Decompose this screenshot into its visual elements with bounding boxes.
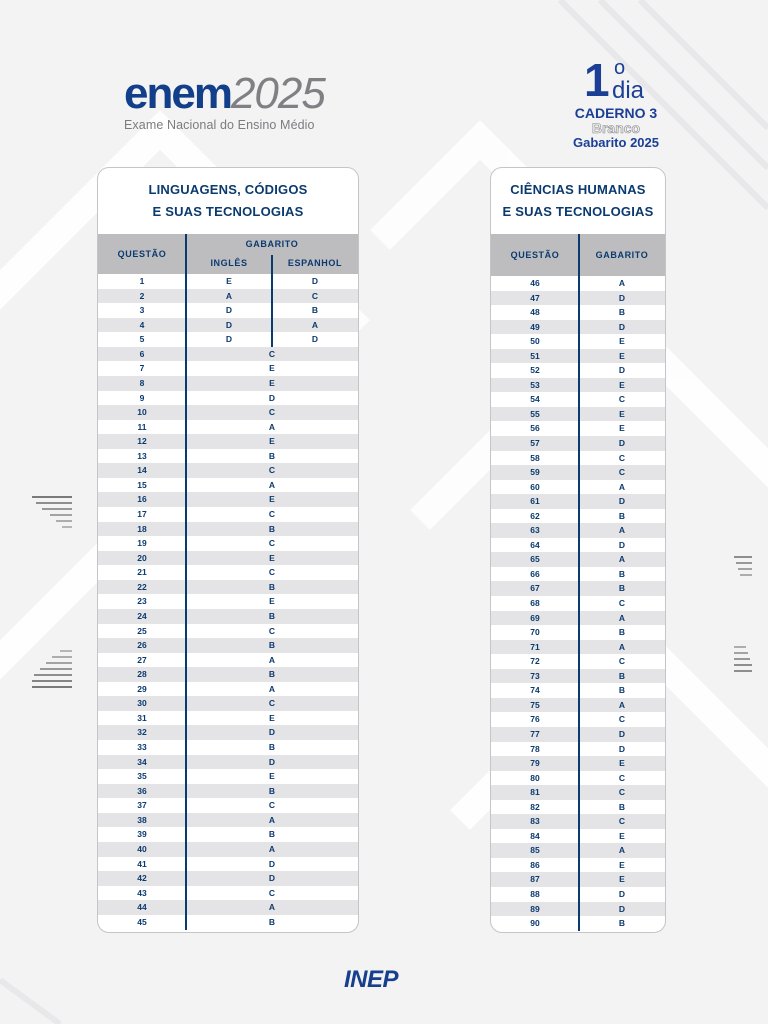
answer: C — [268, 800, 276, 811]
column-divider — [185, 274, 187, 930]
question-number: 6 — [139, 348, 145, 359]
header-divider — [578, 234, 580, 276]
answer-espanhol: D — [311, 334, 319, 345]
table-row — [98, 551, 358, 566]
answer: C — [618, 467, 626, 478]
table-row — [98, 303, 358, 318]
question-number: 49 — [530, 321, 540, 332]
question-number: 42 — [137, 873, 147, 884]
answer: D — [618, 728, 626, 739]
question-number: 66 — [530, 568, 540, 579]
table-row — [98, 813, 358, 828]
table-row — [98, 565, 358, 580]
table-row — [98, 638, 358, 653]
table-row — [98, 478, 358, 493]
answer: A — [618, 554, 626, 565]
answer: A — [268, 814, 276, 825]
question-number: 2 — [139, 290, 145, 301]
question-number: 50 — [530, 336, 540, 347]
question-number: 82 — [530, 801, 540, 812]
answer-ingles: A — [225, 290, 233, 301]
table-row — [98, 871, 358, 886]
answer: E — [269, 363, 275, 374]
answer-key-humanas — [490, 167, 666, 933]
answer: C — [268, 538, 276, 549]
column-header-espanhol: ESPANHOL — [287, 258, 343, 268]
question-number: 57 — [530, 438, 540, 449]
caderno-label: CADERNO 3 — [574, 105, 658, 121]
question-number: 73 — [530, 670, 540, 681]
answer-ingles: D — [225, 305, 233, 316]
question-number: 19 — [137, 538, 147, 549]
answer: C — [268, 698, 276, 709]
table-row — [98, 463, 358, 478]
question-number: 35 — [137, 771, 147, 782]
table-row — [98, 857, 358, 872]
question-number: 18 — [137, 523, 147, 534]
answer: D — [618, 438, 626, 449]
table-row — [98, 827, 358, 842]
answer: E — [619, 758, 625, 769]
answer: D — [268, 727, 276, 738]
question-number: 34 — [137, 756, 147, 767]
answer: D — [618, 743, 626, 754]
day-number: 1 — [584, 54, 610, 106]
table-row — [98, 769, 358, 784]
question-number: 4 — [139, 319, 145, 330]
question-number: 43 — [137, 887, 147, 898]
question-number: 23 — [137, 596, 147, 607]
panel-title-line1: CIÊNCIAS HUMANAS — [510, 182, 646, 197]
answer: C — [618, 598, 626, 609]
answer: C — [618, 787, 626, 798]
table-row — [98, 609, 358, 624]
answer: B — [618, 627, 626, 638]
answer: A — [268, 902, 276, 913]
question-number: 14 — [137, 465, 147, 476]
question-number: 33 — [137, 742, 147, 752]
answer: D — [618, 888, 626, 899]
answer: D — [268, 756, 276, 767]
table-row — [98, 274, 358, 289]
question-number: 75 — [530, 699, 540, 710]
answer: E — [269, 771, 275, 782]
answer: C — [268, 407, 276, 418]
answer: A — [618, 525, 626, 536]
question-number: 83 — [530, 816, 540, 827]
question-number: 65 — [530, 554, 540, 565]
question-number: 79 — [530, 758, 540, 769]
question-number: 68 — [530, 598, 540, 609]
question-number: 85 — [530, 845, 540, 856]
answer: E — [269, 712, 275, 723]
answer: C — [268, 567, 276, 578]
question-number: 64 — [530, 539, 540, 550]
table-row — [98, 361, 358, 376]
answer: B — [268, 610, 276, 621]
question-number: 51 — [530, 350, 540, 361]
answer: A — [618, 278, 626, 288]
question-number: 37 — [137, 800, 147, 811]
question-number: 11 — [137, 421, 147, 432]
answer: E — [619, 379, 625, 390]
question-number: 12 — [137, 436, 147, 447]
answer: A — [618, 699, 626, 710]
answer: B — [268, 640, 276, 651]
question-number: 15 — [137, 479, 147, 490]
table-row — [98, 900, 358, 915]
header-divider — [185, 234, 187, 274]
answer: B — [618, 670, 626, 681]
answer: C — [268, 348, 276, 359]
answer: B — [618, 685, 626, 696]
answer: B — [268, 450, 276, 461]
question-number: 25 — [137, 625, 147, 636]
question-number: 71 — [530, 641, 540, 652]
table-row — [98, 682, 358, 697]
column-header-ingles: INGLÊS — [210, 258, 248, 268]
answer: E — [269, 494, 275, 505]
answer: C — [618, 656, 626, 667]
enem-logo — [124, 69, 325, 132]
question-number: 56 — [530, 423, 540, 434]
question-number: 60 — [530, 481, 540, 492]
column-header-questao: QUESTÃO — [117, 249, 167, 259]
question-number: 47 — [530, 292, 540, 303]
question-number: 58 — [530, 452, 540, 463]
logo-wordmark — [124, 69, 325, 118]
gabarito-year: Gabarito 2025 — [573, 135, 659, 150]
question-number: 17 — [137, 509, 147, 519]
logo-year: 2025 — [230, 69, 325, 118]
table-row — [98, 711, 358, 726]
table-row — [98, 289, 358, 304]
question-number: 80 — [530, 772, 540, 783]
table-row — [98, 434, 358, 449]
answer: E — [619, 350, 625, 361]
answer-ingles: E — [226, 276, 232, 286]
table-row — [98, 405, 358, 420]
answer: D — [618, 903, 626, 914]
table-row — [98, 507, 358, 522]
table-row — [98, 332, 358, 347]
question-number: 40 — [137, 843, 147, 854]
answer: B — [618, 307, 626, 318]
answer: A — [618, 641, 626, 652]
answer: A — [268, 683, 276, 694]
question-number: 30 — [137, 698, 147, 709]
table-row — [98, 318, 358, 333]
table-row — [98, 886, 358, 901]
answer-ingles: D — [225, 319, 233, 330]
answer: E — [269, 596, 275, 607]
question-number: 61 — [530, 496, 540, 507]
answer-rows — [98, 274, 358, 929]
answer: A — [268, 654, 276, 665]
question-number: 84 — [530, 830, 540, 841]
caderno-color: Branco — [591, 120, 641, 136]
question-number: 41 — [137, 858, 147, 869]
inep-logo-text: INEP — [344, 968, 399, 990]
panel-title-line1: LINGUAGENS, CÓDIGOS — [148, 182, 308, 197]
answer: D — [618, 292, 626, 303]
answer: A — [618, 612, 626, 623]
answer: D — [618, 539, 626, 550]
answer: C — [268, 887, 276, 898]
answer: B — [268, 785, 276, 796]
question-number: 10 — [137, 407, 147, 418]
question-number: 46 — [530, 278, 540, 288]
answer: B — [268, 523, 276, 534]
inep-logo — [344, 968, 424, 995]
answer: C — [618, 816, 626, 827]
logo-enem: enem — [124, 69, 231, 118]
answer: A — [268, 843, 276, 854]
question-number: 22 — [137, 581, 147, 592]
table-row — [98, 915, 358, 930]
question-number: 39 — [137, 829, 147, 840]
table-row — [98, 347, 358, 362]
answer: B — [618, 918, 626, 929]
table-row — [98, 492, 358, 507]
logo-subtitle: Exame Nacional do Ensino Médio — [124, 118, 315, 132]
table-row — [98, 725, 358, 740]
panel-title — [98, 168, 358, 234]
answer-espanhol: D — [311, 276, 319, 286]
question-number: 89 — [530, 903, 540, 914]
question-number: 8 — [139, 377, 145, 388]
answer: B — [618, 801, 626, 812]
table-row — [98, 449, 358, 464]
question-number: 1 — [139, 276, 145, 286]
column-header-questao: QUESTÃO — [510, 250, 560, 260]
question-number: 53 — [530, 379, 540, 390]
question-number: 20 — [137, 552, 147, 563]
panel-title-line2: E SUAS TECNOLOGIAS — [152, 204, 304, 219]
question-number: 9 — [139, 392, 145, 403]
answer: B — [268, 916, 276, 927]
question-number: 21 — [137, 567, 147, 578]
question-number: 26 — [137, 640, 147, 651]
table-row — [98, 784, 358, 799]
question-number: 48 — [530, 307, 540, 318]
panel-title — [491, 168, 665, 234]
answer: E — [619, 336, 625, 347]
table-row — [98, 522, 358, 537]
answer-espanhol: B — [311, 305, 319, 316]
question-number: 5 — [139, 334, 145, 345]
answer: E — [619, 830, 625, 841]
question-number: 3 — [139, 305, 145, 316]
answer: E — [269, 552, 275, 563]
question-number: 59 — [530, 467, 540, 478]
answer: B — [268, 581, 276, 592]
table-header — [491, 234, 665, 276]
panel-title-line2: E SUAS TECNOLOGIAS — [502, 204, 654, 219]
answer: E — [269, 377, 275, 388]
table-row — [98, 653, 358, 668]
question-number: 62 — [530, 510, 540, 521]
question-number: 67 — [530, 583, 540, 594]
answer: C — [268, 465, 276, 476]
answer: D — [618, 496, 626, 507]
table-row — [98, 580, 358, 595]
question-number: 78 — [530, 743, 540, 754]
answer: C — [268, 509, 276, 519]
question-number: 29 — [137, 683, 147, 694]
answer-espanhol: C — [311, 290, 319, 301]
question-number: 27 — [137, 654, 147, 665]
question-number: 31 — [137, 712, 147, 723]
answer: E — [269, 436, 275, 447]
header-divider-language — [271, 255, 273, 274]
column-header-gabarito: GABARITO — [245, 239, 299, 249]
answer: E — [619, 408, 625, 419]
answer: C — [268, 625, 276, 636]
answer: C — [618, 714, 626, 725]
answer: D — [268, 858, 276, 869]
question-number: 86 — [530, 859, 540, 870]
answer: B — [268, 829, 276, 840]
column-divider-language — [271, 274, 273, 347]
answer-key-linguagens — [97, 167, 359, 933]
day-ordinal: o — [614, 57, 626, 79]
day-label — [568, 55, 664, 105]
question-number: 44 — [137, 902, 147, 913]
column-header-gabarito: GABARITO — [595, 250, 649, 260]
answer: C — [618, 772, 626, 783]
question-number: 74 — [530, 685, 540, 696]
question-number: 63 — [530, 525, 540, 536]
question-number: 54 — [530, 394, 540, 405]
question-number: 76 — [530, 714, 540, 725]
table-row — [98, 420, 358, 435]
answer: D — [618, 365, 626, 376]
table-row — [98, 842, 358, 857]
answer: A — [618, 481, 626, 492]
answer: B — [618, 583, 626, 594]
answer: A — [618, 845, 626, 856]
question-number: 38 — [137, 814, 147, 825]
answer: D — [268, 392, 276, 403]
question-number: 7 — [139, 363, 145, 374]
table-row — [98, 594, 358, 609]
question-number: 45 — [137, 916, 147, 927]
table-row — [98, 536, 358, 551]
answer: A — [268, 421, 276, 432]
question-number: 90 — [530, 918, 540, 929]
answer: E — [619, 423, 625, 434]
column-divider — [578, 276, 580, 931]
answer: B — [618, 568, 626, 579]
question-number: 32 — [137, 727, 147, 738]
day-info — [568, 55, 664, 150]
table-row — [98, 667, 358, 682]
table-header — [98, 234, 358, 274]
table-row — [98, 740, 358, 755]
day-word: dia — [612, 77, 645, 104]
table-row — [98, 376, 358, 391]
table-row — [98, 755, 358, 770]
answer: A — [268, 479, 276, 490]
question-number: 24 — [137, 610, 147, 621]
answer: C — [618, 394, 626, 405]
question-number: 16 — [137, 494, 147, 505]
answer: B — [618, 510, 626, 521]
answer: D — [618, 321, 626, 332]
answer: D — [268, 873, 276, 884]
table-row — [98, 798, 358, 813]
answer: E — [619, 874, 625, 885]
question-number: 87 — [530, 874, 540, 885]
answer: B — [268, 742, 276, 752]
answer: C — [618, 452, 626, 463]
table-row — [98, 624, 358, 639]
question-number: 55 — [530, 408, 540, 419]
question-number: 88 — [530, 888, 540, 899]
question-number: 77 — [530, 728, 540, 739]
question-number: 81 — [530, 787, 540, 798]
question-number: 28 — [137, 669, 147, 680]
answer: B — [268, 669, 276, 680]
answer-rows — [491, 276, 665, 931]
table-row — [98, 696, 358, 711]
question-number: 13 — [137, 450, 147, 461]
question-number: 52 — [530, 365, 540, 376]
answer-ingles: D — [225, 334, 233, 345]
question-number: 69 — [530, 612, 540, 623]
table-row — [98, 391, 358, 406]
question-number: 70 — [530, 627, 540, 638]
answer: E — [619, 859, 625, 870]
question-number: 36 — [137, 785, 147, 796]
answer-espanhol: A — [311, 319, 319, 330]
question-number: 72 — [530, 656, 540, 667]
